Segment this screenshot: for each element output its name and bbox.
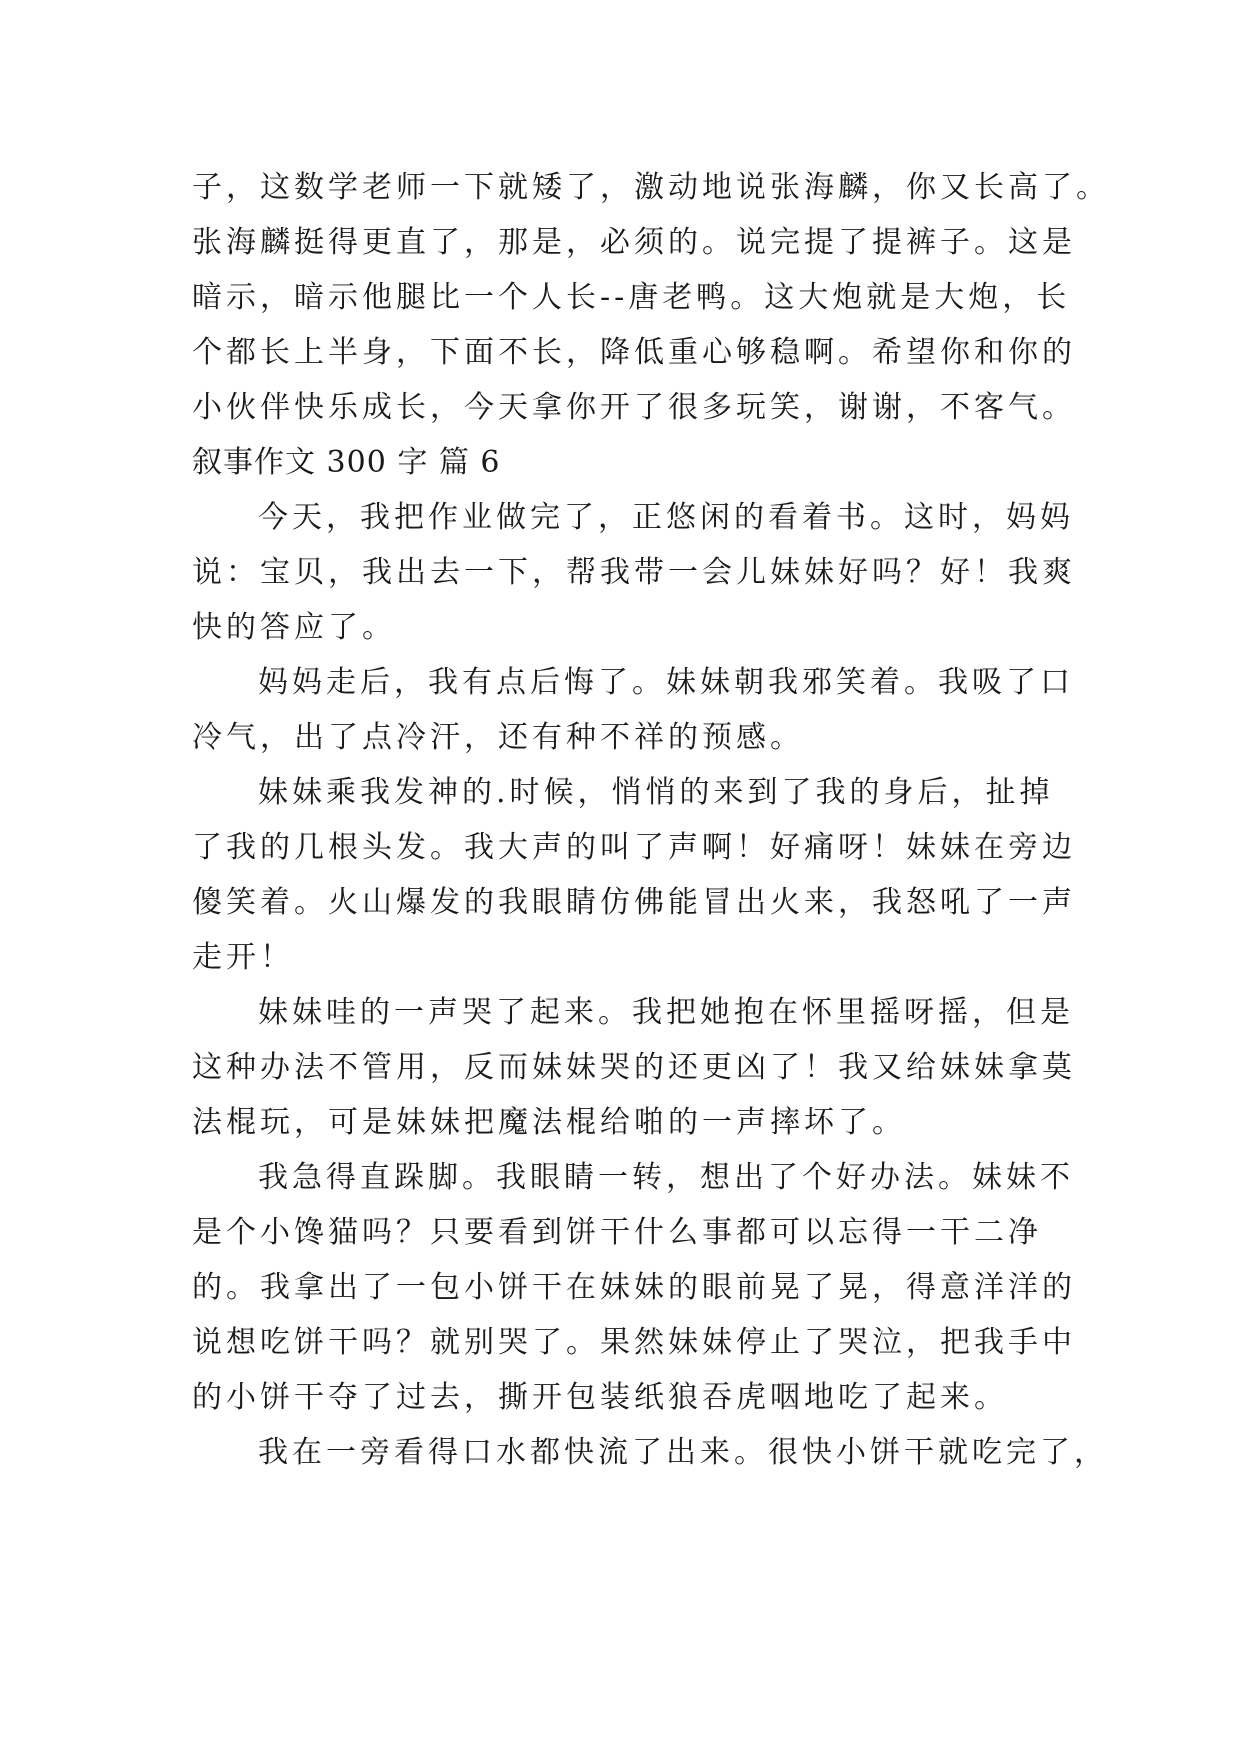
paragraph-start-line: 我急得直跺脚。我眼睛一转，想出了个好办法。妹妹不 xyxy=(258,1160,1074,1195)
paragraph-start-line: 妈妈走后，我有点后悔了。妹妹朝我邪笑着。我吸了口 xyxy=(258,665,1074,700)
paragraph-start-line: 妹妹乘我发神的.时候，悄悄的来到了我的身后，扯掉 xyxy=(258,775,1054,810)
body-text xyxy=(192,160,1110,1480)
text-line: 暗示，暗示他腿比一个人长--唐老鸭。这大炮就是大炮，长 xyxy=(192,280,1071,315)
text-line: 张海麟挺得更直了，那是，必须的。说完提了提裤子。这是 xyxy=(192,225,1076,260)
text-line: 的。我拿出了一包小饼干在妹妹的眼前晃了晃，得意洋洋的 xyxy=(192,1270,1076,1305)
text-line: 的小饼干夺了过去，撕开包装纸狼吞虎咽地吃了起来。 xyxy=(192,1380,1008,1415)
text-line: 法棍玩，可是妹妹把魔法棍给啪的一声摔坏了。 xyxy=(192,1105,906,1140)
text-line: 快的答应了。 xyxy=(192,610,396,645)
paragraph-start-line: 我在一旁看得口水都快流了出来。很快小饼干就吃完了， xyxy=(258,1435,1108,1470)
text-line: 傻笑着。火山爆发的我眼睛仿佛能冒出火来，我怒吼了一声 xyxy=(192,885,1076,920)
text-line: 说：宝贝，我出去一下，帮我带一会儿妹妹好吗？好！我爽 xyxy=(192,555,1076,590)
text-line: 走开！ xyxy=(192,940,294,975)
section-heading: 叙事作文 300 字 篇 6 xyxy=(192,445,501,480)
text-line: 说想吃饼干吗？就别哭了。果然妹妹停止了哭泣，把我手中 xyxy=(192,1325,1076,1360)
paragraph-start-line: 今天，我把作业做完了，正悠闲的看着书。这时，妈妈 xyxy=(258,500,1074,535)
text-line: 冷气，出了点冷汗，还有种不祥的预感。 xyxy=(192,720,804,755)
paragraph-start-line: 妹妹哇的一声哭了起来。我把她抱在怀里摇呀摇，但是 xyxy=(258,995,1074,1030)
text-line: 这种办法不管用，反而妹妹哭的还更凶了！我又给妹妹拿莫 xyxy=(192,1050,1076,1085)
text-line: 个都长上半身，下面不长，降低重心够稳啊。希望你和你的 xyxy=(192,335,1076,370)
text-line: 了我的几根头发。我大声的叫了声啊！好痛呀！妹妹在旁边 xyxy=(192,830,1076,865)
text-line: 子，这数学老师一下就矮了，激动地说张海麟，你又长高了。 xyxy=(192,170,1110,205)
text-line: 是个小馋猫吗？只要看到饼干什么事都可以忘得一干二净 xyxy=(192,1215,1042,1250)
text-line: 小伙伴快乐成长，今天拿你开了很多玩笑，谢谢，不客气。 xyxy=(192,390,1076,425)
